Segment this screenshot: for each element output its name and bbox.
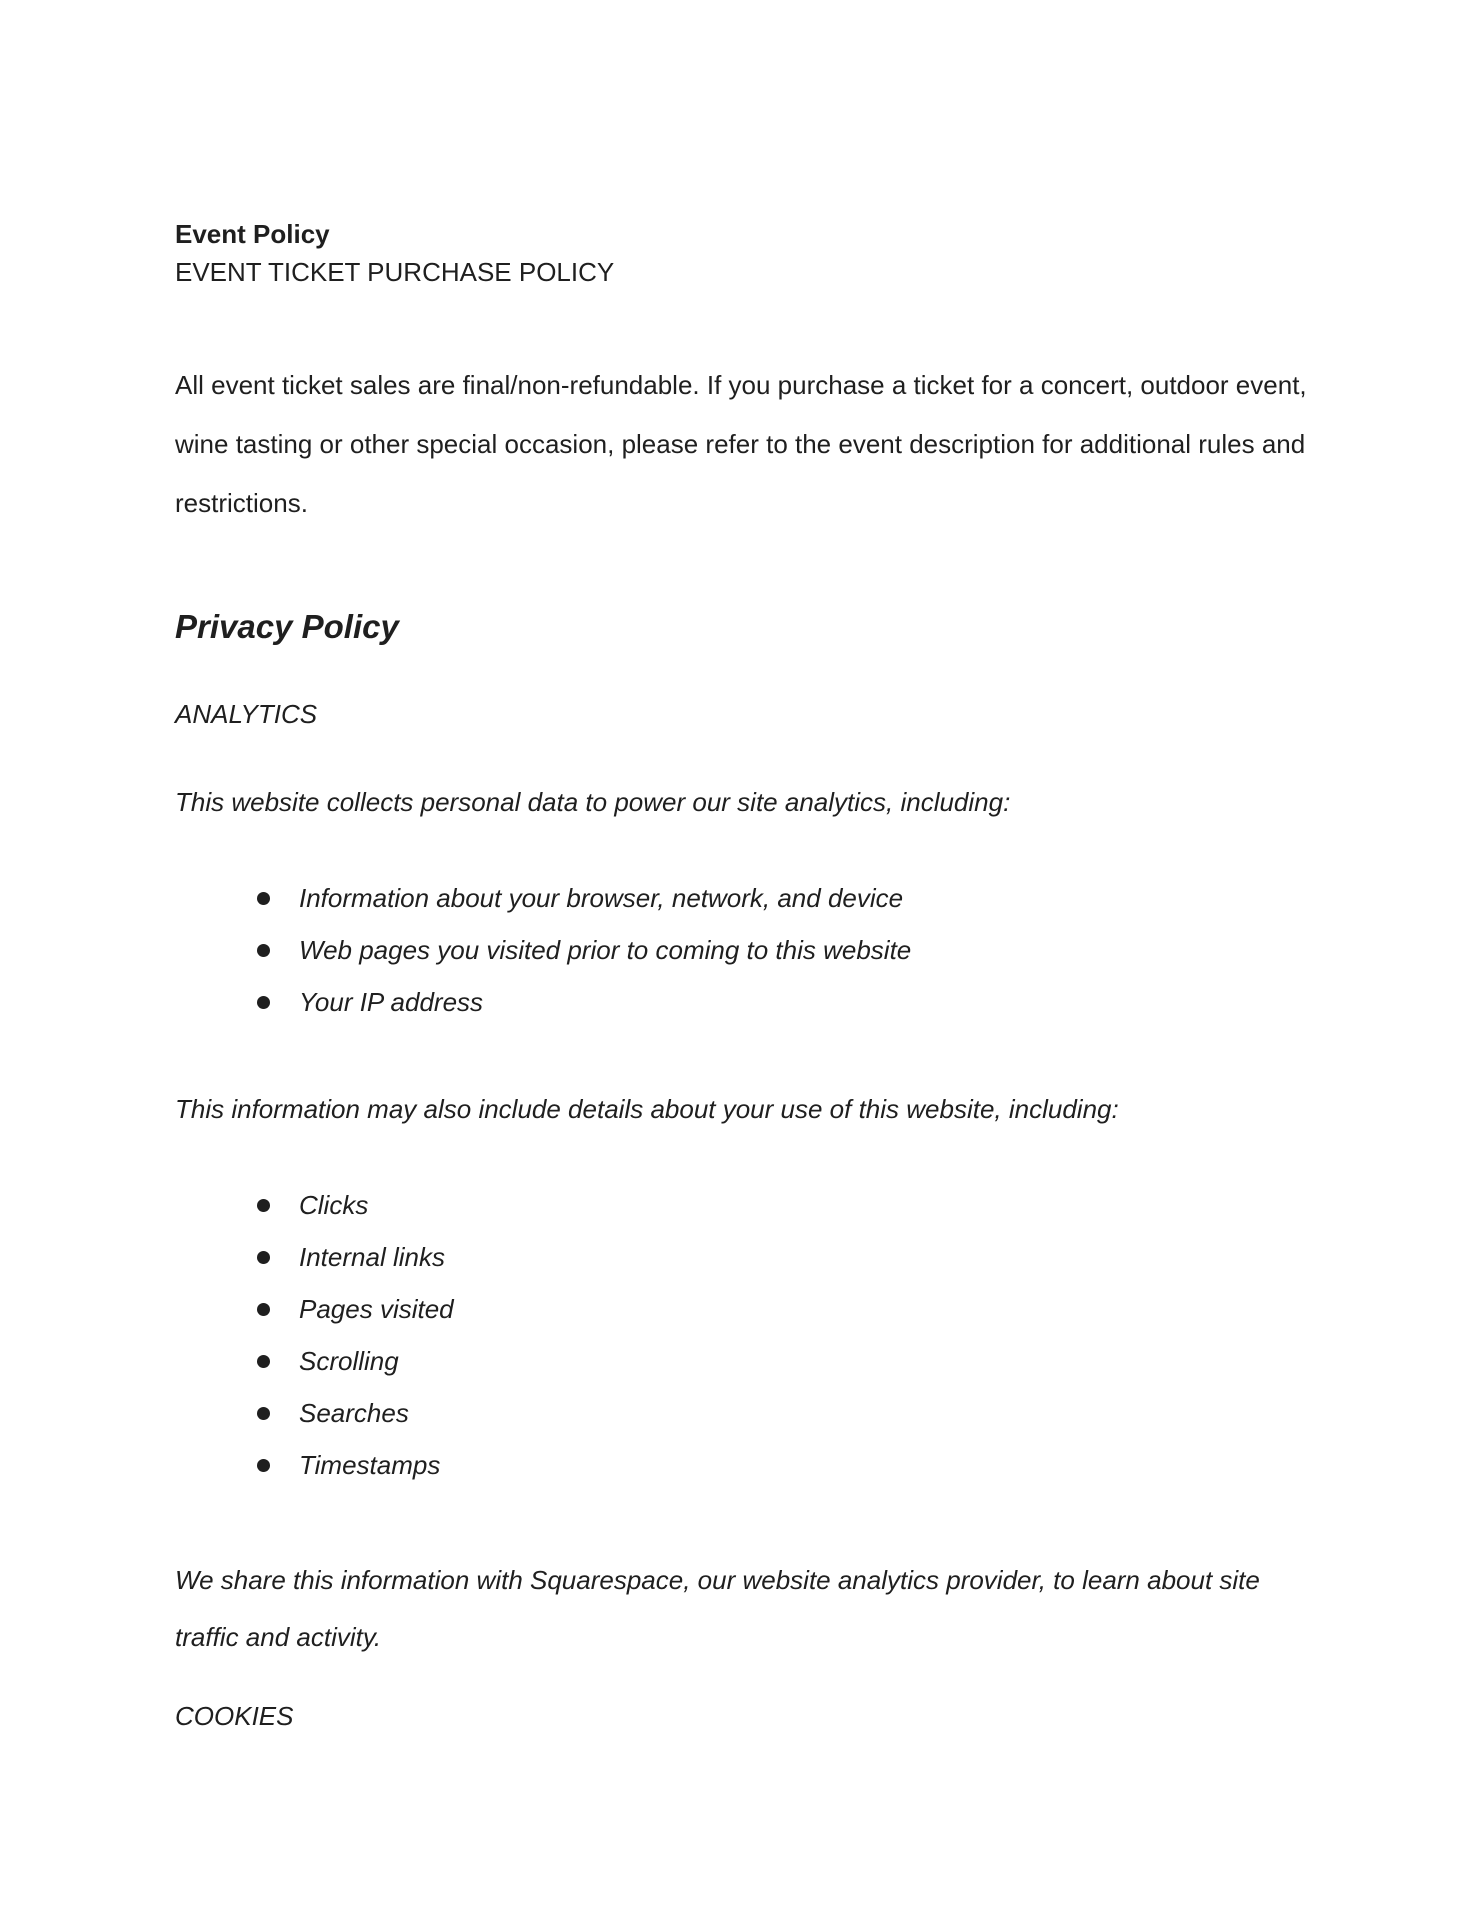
list-item	[175, 872, 1325, 924]
list-item	[175, 1439, 1325, 1491]
event-policy-body: All event ticket sales are final/non-refundable. If you purchase a ticket for a concert, outdoor event, wine tasting or other special occasion, please refer to the event description for additional rules and restrictions.	[175, 370, 1307, 518]
bullet-icon	[257, 1303, 270, 1316]
privacy-policy-title: Privacy Policy	[175, 608, 399, 645]
event-policy-title: Event Policy	[175, 219, 330, 249]
bullet-icon	[257, 1355, 270, 1368]
list-item	[175, 1179, 1325, 1231]
list-item-text: Web pages you visited prior to coming to this website	[299, 935, 912, 965]
usage-list	[175, 1179, 1325, 1491]
analytics-share-text: We share this information with Squarespace, our website analytics provider, to learn about site traffic and activity.	[175, 1565, 1260, 1652]
list-item-text: Timestamps	[299, 1450, 441, 1480]
bullet-icon	[257, 996, 270, 1009]
list-item	[175, 1283, 1325, 1335]
bullet-icon	[257, 944, 270, 957]
bullet-icon	[257, 1199, 270, 1212]
cookies-heading: COOKIES	[175, 1701, 294, 1731]
usage-intro: This information may also include details about your use of this website, including:	[175, 1094, 1119, 1124]
list-item-text: Scrolling	[299, 1346, 399, 1376]
list-item-text: Clicks	[299, 1190, 369, 1220]
analytics-list	[175, 872, 1325, 1028]
analytics-heading: ANALYTICS	[175, 699, 318, 729]
list-item-text: Your IP address	[299, 987, 484, 1017]
list-item	[175, 1387, 1325, 1439]
event-policy-subtitle: EVENT TICKET PURCHASE POLICY	[175, 257, 615, 287]
list-item	[175, 976, 1325, 1028]
bullet-icon	[257, 1251, 270, 1264]
list-item-text: Internal links	[299, 1242, 445, 1272]
list-item	[175, 924, 1325, 976]
bullet-icon	[257, 1407, 270, 1420]
analytics-intro: This website collects personal data to power our site analytics, including:	[175, 787, 1011, 817]
list-item-text: Searches	[299, 1398, 409, 1428]
list-item	[175, 1335, 1325, 1387]
bullet-icon	[257, 1459, 270, 1472]
list-item-text: Pages visited	[299, 1294, 454, 1324]
list-item	[175, 1231, 1325, 1283]
document-content	[175, 215, 1325, 1735]
list-item-text: Information about your browser, network, and device	[299, 883, 904, 913]
bullet-icon	[257, 892, 270, 905]
